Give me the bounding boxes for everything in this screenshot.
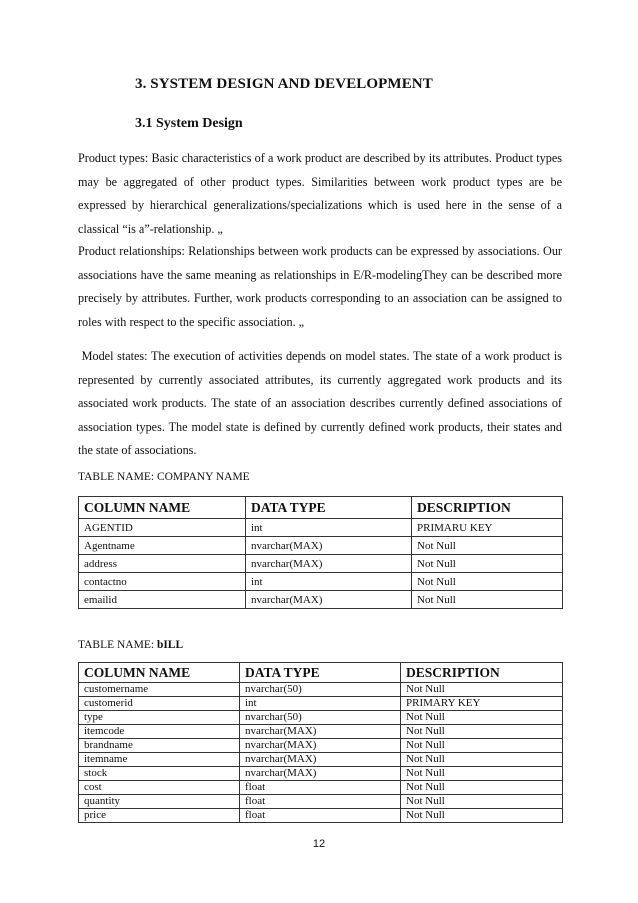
table-row bbox=[79, 711, 563, 725]
table-cell: nvarchar(MAX) bbox=[240, 753, 401, 767]
table-cell: contactno bbox=[79, 573, 246, 591]
table-header-row bbox=[79, 663, 563, 683]
table-cell: Not Null bbox=[412, 573, 563, 591]
table-cell: nvarchar(50) bbox=[240, 711, 401, 725]
column-header: COLUMN NAME bbox=[79, 497, 246, 519]
paragraph-product-types: Product types: Basic characteristics of a work product are described by its attributes. Product types may be aggregated of other product types. Similarities between work product types are be expressed by hierarchical generalizations/specializations which is used here in the sense of a classical “is a”-relationship. „ bbox=[78, 151, 562, 236]
table-cell: nvarchar(MAX) bbox=[246, 537, 412, 555]
table-row bbox=[79, 795, 563, 809]
table-cell: Not Null bbox=[401, 683, 563, 697]
table-cell: nvarchar(MAX) bbox=[240, 739, 401, 753]
table-row bbox=[79, 725, 563, 739]
table-cell: Not Null bbox=[412, 591, 563, 609]
table-row bbox=[79, 537, 563, 555]
table-cell: stock bbox=[79, 767, 240, 781]
table-cell: int bbox=[246, 519, 412, 537]
table-cell: nvarchar(MAX) bbox=[240, 767, 401, 781]
table-cell: Not Null bbox=[401, 781, 563, 795]
table-row bbox=[79, 591, 563, 609]
table-row bbox=[79, 697, 563, 711]
table-cell: PRIMARY KEY bbox=[401, 697, 563, 711]
table-cell: nvarchar(MAX) bbox=[240, 725, 401, 739]
table-cell: float bbox=[240, 781, 401, 795]
column-header: DESCRIPTION bbox=[412, 497, 563, 519]
table-cell: customerid bbox=[79, 697, 240, 711]
table-cell: float bbox=[240, 809, 401, 823]
table-cell: PRIMARU KEY bbox=[412, 519, 563, 537]
column-header: COLUMN NAME bbox=[79, 663, 240, 683]
section-heading: 3. SYSTEM DESIGN AND DEVELOPMENT bbox=[135, 76, 433, 92]
table-cell: emailid bbox=[79, 591, 246, 609]
table-cell: address bbox=[79, 555, 246, 573]
table-cell: quantity bbox=[79, 795, 240, 809]
table-cell: nvarchar(MAX) bbox=[246, 591, 412, 609]
table-cell: customername bbox=[79, 683, 240, 697]
table-caption-prefix: TABLE NAME: bbox=[78, 639, 157, 651]
column-header: DATA TYPE bbox=[246, 497, 412, 519]
page-number: 12 bbox=[312, 838, 326, 850]
table-caption-bill bbox=[78, 639, 183, 651]
table-cell: float bbox=[240, 795, 401, 809]
table-cell: Not Null bbox=[401, 753, 563, 767]
table-row bbox=[79, 753, 563, 767]
table-cell: Not Null bbox=[401, 809, 563, 823]
column-header: DESCRIPTION bbox=[401, 663, 563, 683]
table-cell: Not Null bbox=[401, 711, 563, 725]
table-cell: nvarchar(MAX) bbox=[246, 555, 412, 573]
table-caption-prefix: TABLE NAME: bbox=[78, 471, 157, 483]
table-row bbox=[79, 739, 563, 753]
table-caption-name: bILL bbox=[156, 639, 184, 651]
table-row bbox=[79, 573, 563, 591]
table-cell: price bbox=[79, 809, 240, 823]
table-cell: brandname bbox=[79, 739, 240, 753]
company-table bbox=[78, 496, 563, 609]
bill-table bbox=[78, 662, 563, 823]
table-cell: Not Null bbox=[401, 739, 563, 753]
paragraph-model-states: Model states: The execution of activities depends on model states. The state of a work product is represented by currently associated attributes, its currently aggregated work products and its associated work products. The state of an association describes currently defined associations of association types. The model state is defined by currently defined work products, their states and the state of associations. bbox=[78, 349, 566, 457]
table-cell: type bbox=[79, 711, 240, 725]
table-row bbox=[79, 555, 563, 573]
table-cell: Not Null bbox=[401, 795, 563, 809]
table-cell: Not Null bbox=[401, 767, 563, 781]
table-cell: Not Null bbox=[412, 537, 563, 555]
table-cell: int bbox=[246, 573, 412, 591]
table-row bbox=[79, 809, 563, 823]
subsection-heading: 3.1 System Design bbox=[135, 116, 243, 131]
table-row bbox=[79, 767, 563, 781]
table-cell: cost bbox=[79, 781, 240, 795]
table-caption-company bbox=[78, 471, 250, 483]
table-cell: Agentname bbox=[79, 537, 246, 555]
table-cell: int bbox=[240, 697, 401, 711]
table-cell: Not Null bbox=[412, 555, 563, 573]
table-cell: Not Null bbox=[401, 725, 563, 739]
table-row bbox=[79, 781, 563, 795]
paragraph-product-relationships: Product relationships: Relationships between work products can be expressed by associations. Our associations have the same meaning as relationships in E/R-modelingThey can be described more precisely by attributes. Further, work products corresponding to an association can be assigned to roles with respect to the specific association. „ bbox=[78, 244, 562, 329]
column-header: DATA TYPE bbox=[240, 663, 401, 683]
table-header-row bbox=[79, 497, 563, 519]
table-cell: nvarchar(50) bbox=[240, 683, 401, 697]
table-caption-name: COMPANY NAME bbox=[156, 471, 250, 483]
table-row bbox=[79, 683, 563, 697]
table-row bbox=[79, 519, 563, 537]
table-cell: itemcode bbox=[79, 725, 240, 739]
table-cell: itemname bbox=[79, 753, 240, 767]
table-cell: AGENTID bbox=[79, 519, 246, 537]
